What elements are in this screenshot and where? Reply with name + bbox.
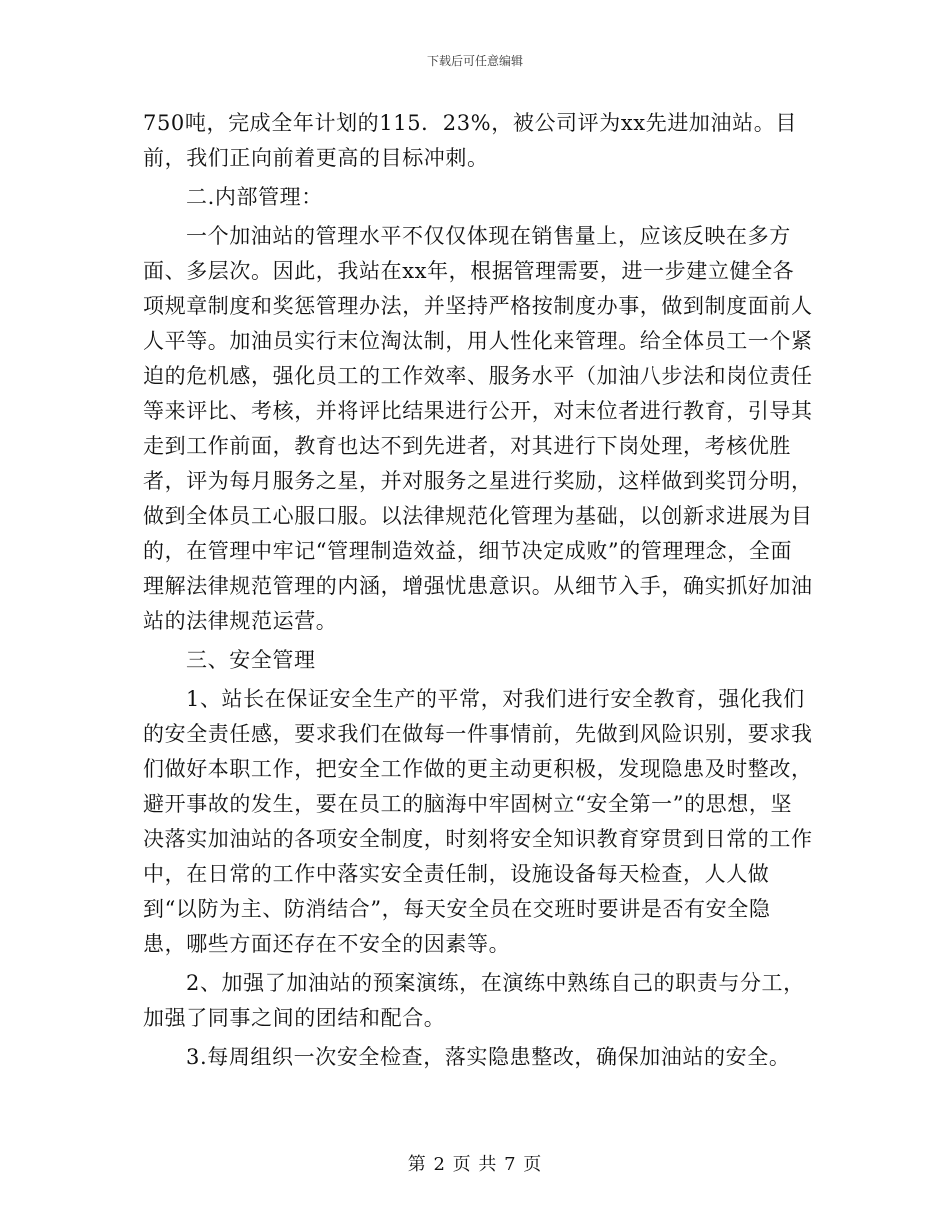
document-body xyxy=(143,106,813,1075)
paragraph-internal-management: 一个加油站的管理水平不仅仅体现在销售量上，应该反映在多方面、多层次。因此，我站在xx年，根据管理需要，进一步建立健全各项规章制度和奖惩管理办法，并坚持严格按制度办事，做到制度面前人人平等。加油员实行末位淘汰制，用人性化来管理。给全体员工一个紧迫的危机感，强化员工的工作效率、服务水平（加油八步法和岗位责任等来评比、考核，并将评比结果进行公开，对末位者进行教育，引导其走到工作前面，教育也达不到先进者，对其进行下岗处理，考核优胜者，评为每月服务之星，并对服务之星进行奖励，这样做到奖罚分明，做到全体员工心服口服。以法律规范化管理为基础，以创新求进展为目的，在管理中牢记“管理制造效益，细节决定成败”的管理理念，全面理解法律规范管理的内涵，增强忧患意识。从细节入手，确实抓好加油站的法律规范运营。 xyxy=(143,224,813,633)
paragraph-safety-3: 3.每周组织一次安全检查，落实隐患整改，确保加油站的安全。 xyxy=(186,1045,791,1069)
paragraph-safety-2: 2、加强了加油站的预案演练，在演练中熟练自己的职责与分工，加强了同事之间的团结和配合。 xyxy=(143,971,805,1030)
paragraph-continuation: 750吨，完成全年计划的115．23%，被公司评为xx先进加油站。目前，我们正向前着更高的目标冲刺。 xyxy=(143,111,797,170)
paragraph-safety-1: 1、站长在保证安全生产的平常，对我们进行安全教育，强化我们的安全责任感，要求我们在做每一件事情前，先做到风险识别，要求我们做好本职工作，把安全工作做的更主动更积极，发现隐患及时整改，避开事故的发生，要在员工的脑海中牢固树立“安全第一”的思想，坚决落实加油站的各项安全制度，时刻将安全知识教育穿贯到日常的工作中，在日常的工作中落实安全责任制，设施设备每天检查，人人做到“以防为主、防消结合”，每天安全员在交班时要讲是否有安全隐患，哪些方面还存在不安全的因素等。 xyxy=(143,687,813,956)
section-heading-internal-management: 二.内部管理： xyxy=(186,185,323,209)
section-heading-safety-management: 三、安全管理 xyxy=(186,648,316,672)
page-number-footer: 第 2 页 共 7 页 xyxy=(407,1154,543,1175)
page-header: 下载后可任意编辑 xyxy=(426,54,523,68)
